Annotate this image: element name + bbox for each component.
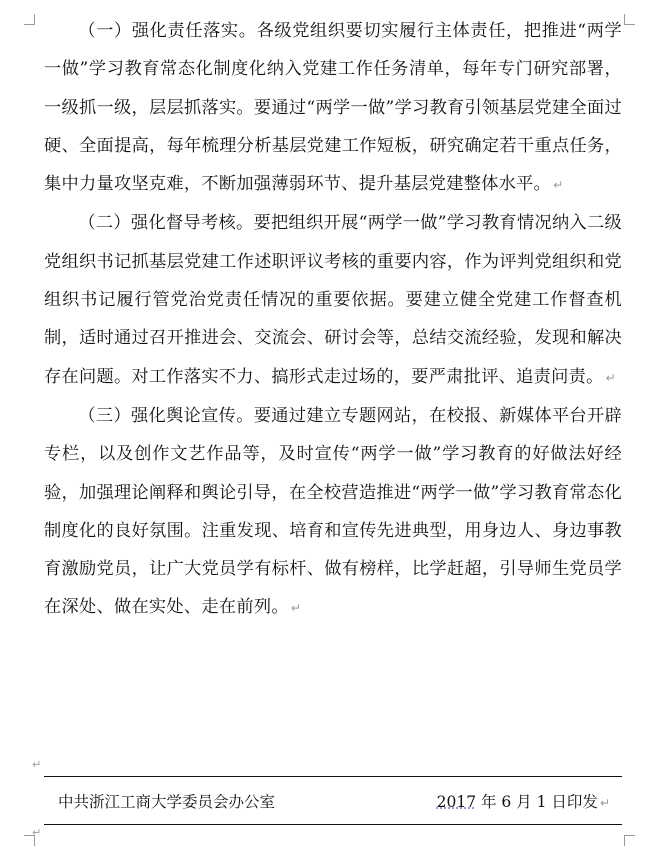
paragraph-responsibility[interactable] (44, 12, 622, 204)
paragraph-mark-icon: ↵ (599, 796, 610, 810)
page-corner-marker (624, 835, 635, 846)
issue-date-year: 2017 (436, 793, 477, 811)
page-corner-marker (24, 14, 35, 25)
footer-bottom-rule (44, 824, 622, 825)
paragraph-mark-icon: ↵ (553, 178, 564, 193)
paragraph-mark-icon: ↵ (32, 826, 42, 839)
paragraph-mark-icon: ↵ (290, 601, 302, 616)
page-corner-marker (624, 14, 635, 25)
paragraph-publicity[interactable] (44, 397, 622, 628)
document-body[interactable] (44, 12, 622, 628)
issuer-name: 中共浙江工商大学委员会办公室 (58, 793, 276, 811)
issue-date-rest: 年 6 月 1 日印发 (476, 793, 598, 811)
paragraph-text: （一）强化责任落实。各级党组织要切实履行主体责任，把推进“两学一做”学习教育常态化制度化纳入党建工作任务清单，每年专门研究部署，一级抓一级，层层抓落实。要通过“两学一做”学习教育引领基层党建全面过硬、全面提高，每年梳理分析基层党建工作短板，研究确定若干重点任务，集中力量攻坚克难，不断加强薄弱环节、提升基层党建整体水平。 (44, 21, 622, 195)
paragraph-text: （二）强化督导考核。要把组织开展“两学一做”学习教育情况纳入二级党组织书记抓基层党建工作述职评议考核的重要内容，作为评判党组织和党组织书记履行管党治党责任情况的重要依据。要建立健全党建工作督查机制，适时通过召开推进会、交流会、研讨会等，总结交流经验，发现和解决存在问题。对工作落实不力、搞形式走过场的，要严肃批评、追责问责。 (44, 213, 622, 387)
footer-top-rule (44, 776, 622, 777)
paragraph-supervision[interactable] (44, 204, 622, 396)
paragraph-text: （三）强化舆论宣传。要通过建立专题网站，在校报、新媒体平台开辟专栏，以及创作文艺作品等，及时宣传“两学一做”学习教育的好做法好经验，加强理论阐释和舆论引导，在全校营造推进“两学一做”学习教育常态化制度化的良好氛围。注重发现、培育和宣传先进典型，用身边人、身边事教育激励党员，让广大党员学有标杆、做有榜样，比学赶超，引导师生党员学在深处、做在实处、走在前列。 (44, 405, 622, 618)
issue-date (437, 790, 610, 815)
document-footer[interactable] (44, 790, 622, 814)
paragraph-mark-icon: ↵ (605, 370, 616, 385)
paragraph-mark-icon: ↵ (32, 758, 42, 771)
